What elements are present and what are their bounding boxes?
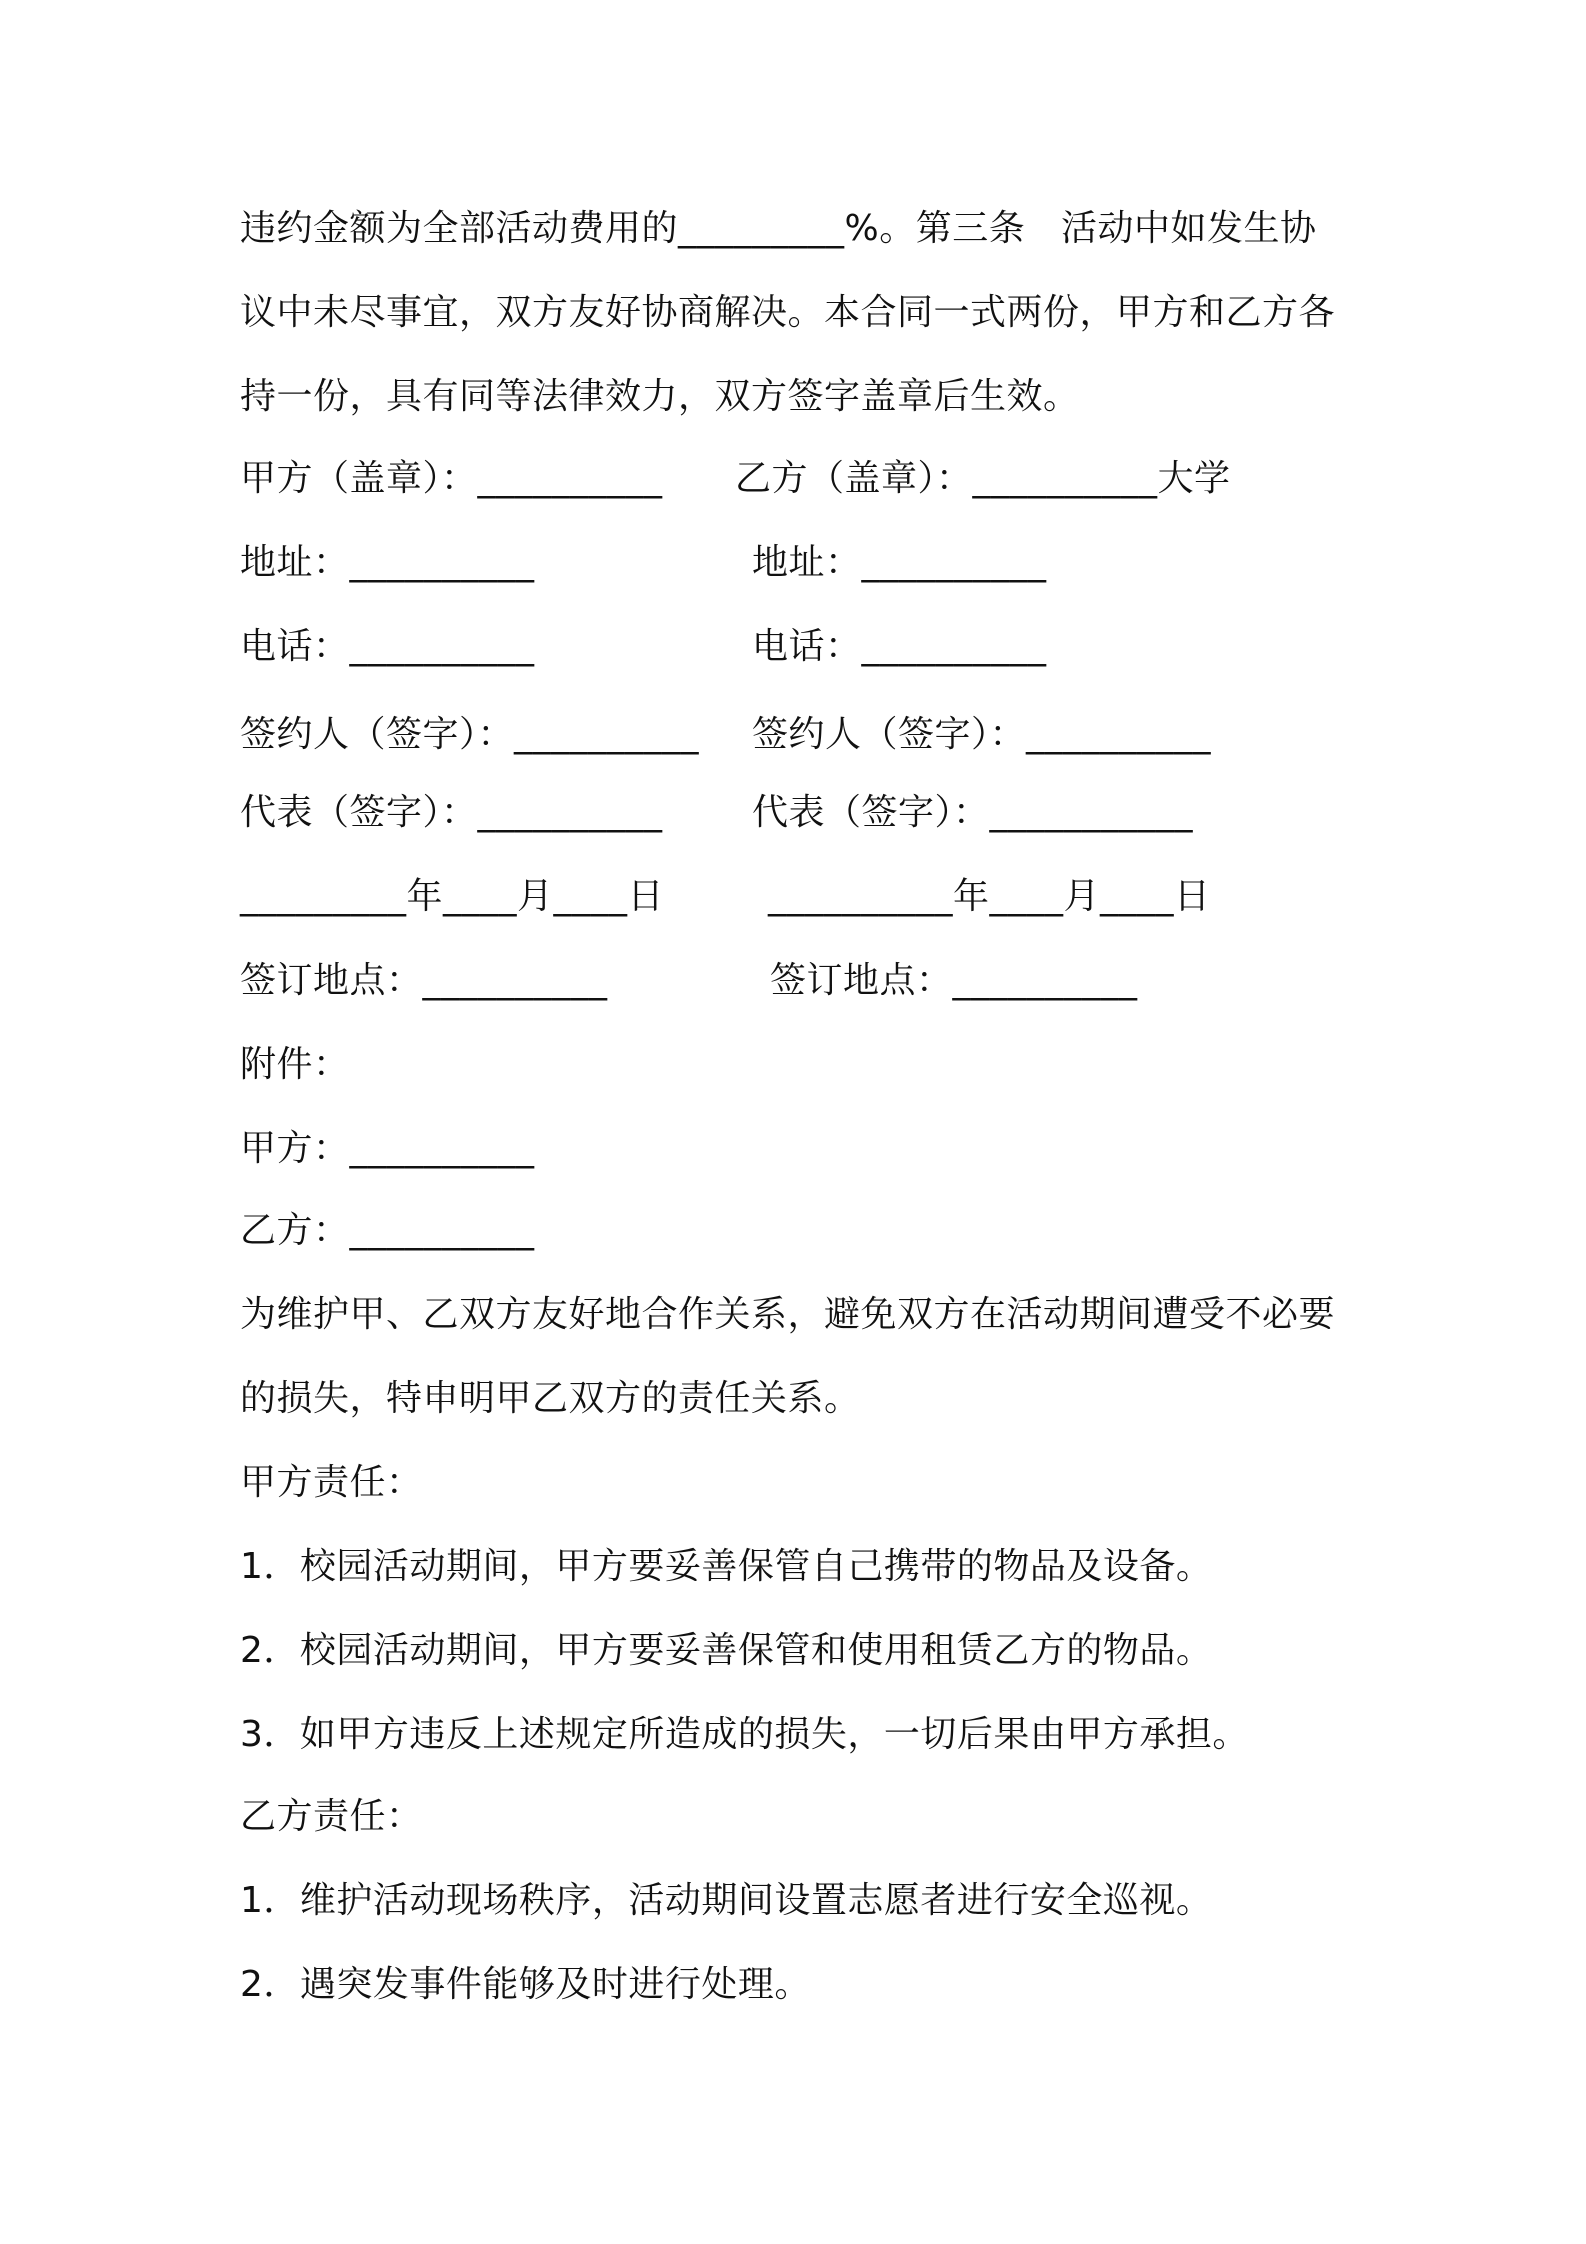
- attachment-heading: 附件：: [240, 1044, 350, 1085]
- party-b-representative: 代表（签字）：___________: [752, 792, 1194, 833]
- party-b-date: __________年____月____日: [768, 876, 1211, 917]
- party-a-address: 地址：__________: [240, 542, 535, 583]
- paragraph-line: 议中未尽事宜，双方友好协商解决。本合同一式两份，甲方和乙方各: [240, 292, 1336, 333]
- list-item: 1．校园活动期间，甲方要妥善保管自己携带的物品及设备。: [240, 1546, 1213, 1587]
- party-a-signatory: 签约人（签字）：__________: [240, 714, 700, 755]
- intro-line: 为维护甲、乙双方友好地合作关系，避免双方在活动期间遭受不必要: [240, 1294, 1336, 1335]
- list-item: 3．如甲方违反上述规定所造成的损失，一切后果由甲方承担。: [240, 1714, 1249, 1755]
- attachment-party-b: 乙方：__________: [240, 1210, 535, 1251]
- party-b-signatory: 签约人（签字）：__________: [752, 714, 1212, 755]
- paragraph-line: 违约金额为全部活动费用的_________%。第三条 活动中如发生协: [240, 208, 1317, 249]
- party-b-location: 签订地点：__________: [770, 960, 1138, 1001]
- intro-line: 的损失，特申明甲乙双方的责任关系。: [240, 1378, 861, 1419]
- party-a-representative: 代表（签字）：__________: [240, 792, 663, 833]
- party-a-date: _________年____月____日: [240, 876, 664, 917]
- paragraph-line: 持一份，具有同等法律效力，双方签字盖章后生效。: [240, 376, 1080, 417]
- party-b-phone: 电话：__________: [752, 626, 1047, 667]
- party-a-duties-heading: 甲方责任：: [240, 1462, 423, 1503]
- party-a-location: 签订地点：__________: [240, 960, 608, 1001]
- party-a-phone: 电话：__________: [240, 626, 535, 667]
- party-a-seal: 甲方（盖章）：__________: [240, 458, 663, 499]
- list-item: 2．校园活动期间，甲方要妥善保管和使用租赁乙方的物品。: [240, 1630, 1213, 1671]
- attachment-party-a: 甲方：__________: [240, 1128, 535, 1169]
- party-b-seal: 乙方（盖章）：__________大学: [735, 458, 1231, 499]
- list-item: 2．遇突发事件能够及时进行处理。: [240, 1964, 811, 2005]
- party-b-address: 地址：__________: [752, 542, 1047, 583]
- party-b-duties-heading: 乙方责任：: [240, 1796, 423, 1837]
- list-item: 1．维护活动现场秩序，活动期间设置志愿者进行安全巡视。: [240, 1880, 1213, 1921]
